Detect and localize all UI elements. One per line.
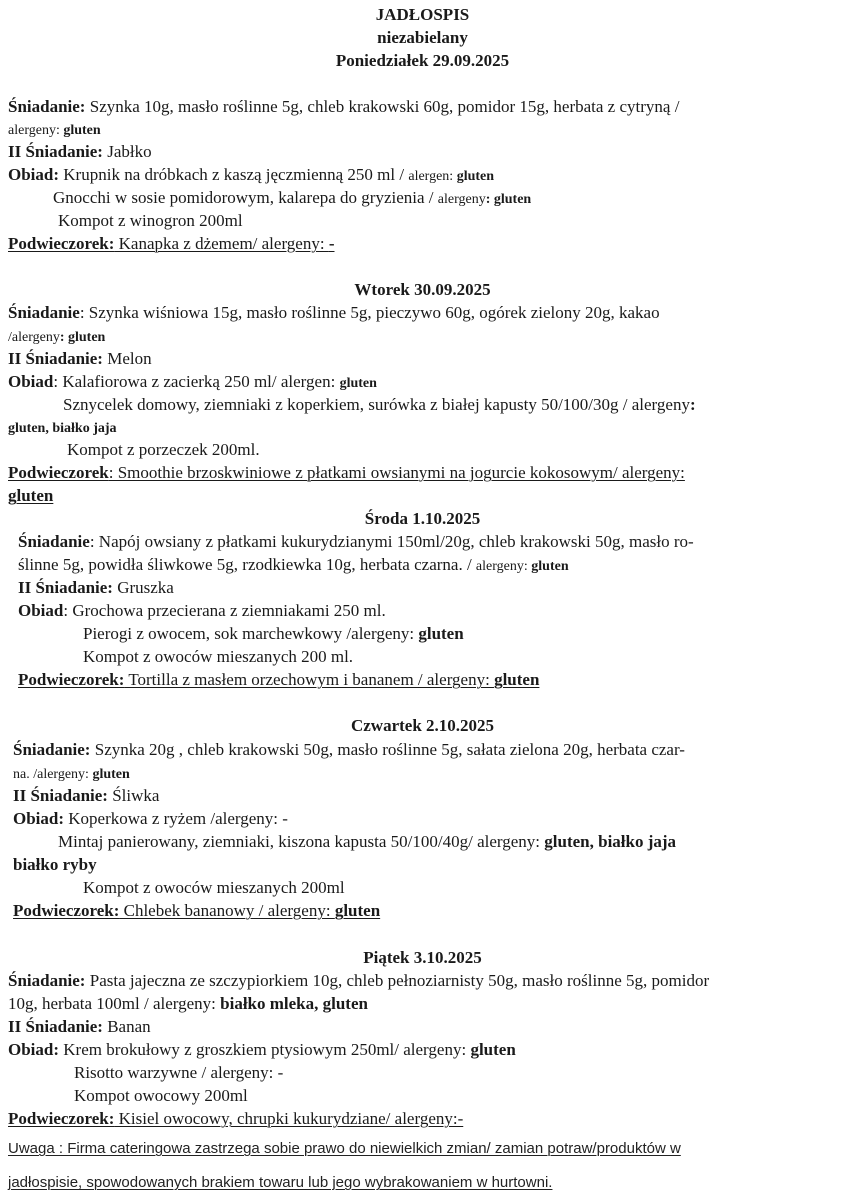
allergen-value: gluten	[92, 767, 130, 782]
meal-label: II Śniadanie:	[8, 1017, 103, 1036]
meal-text: Melon	[102, 349, 152, 368]
meal-text: 10g, herbata 100ml / alergeny:	[8, 994, 221, 1013]
thursday-second-breakfast	[13, 785, 159, 807]
meal-label: Podwieczorek:	[18, 670, 125, 689]
wednesday-snack	[18, 669, 539, 691]
tuesday-snack	[8, 462, 685, 484]
meal-text: Krem brokułowy z groszkiem ptysiowym 250ml/ alergeny:	[59, 1040, 471, 1059]
friday-lunch-drink: Kompot owocowy 200ml	[74, 1086, 248, 1105]
allergen-value: gluten	[494, 670, 540, 689]
meal-text: Kisiel owocowy, chrupki kukurydziane/ alergeny:-	[114, 1109, 464, 1128]
allergen-label: /alergeny	[8, 330, 60, 345]
meal-label: Śniadanie:	[13, 740, 91, 759]
monday-breakfast	[8, 96, 679, 118]
notice-line-1: Uwaga : Firma cateringowa zastrzega sobie prawo do niewielkich zmian/ zamian potraw/produktów w	[8, 1140, 681, 1157]
thursday-breakfast	[13, 739, 685, 761]
monday-second-breakfast	[8, 141, 152, 163]
meal-text: Krupnik na dróbkach z kaszą jęczmienną 250 ml /	[59, 165, 409, 184]
tuesday-breakfast-allergens	[8, 325, 105, 349]
meal-label: II Śniadanie:	[18, 578, 113, 597]
allergen-value: białko mleka, gluten	[220, 994, 368, 1013]
monday-lunch-soup	[8, 164, 494, 188]
meal-text: Jabłko	[102, 142, 152, 161]
monday-snack	[8, 233, 335, 255]
meal-text: : Szynka wiśniowa 15g, masło roślinne 5g, pieczywo 60g, ogórek zielony 20g, kakao	[79, 303, 660, 322]
meal-label: Obiad	[18, 601, 64, 620]
day-heading-wednesday: Środa 1.10.2025	[364, 509, 481, 528]
meal-label: II Śniadanie:	[8, 142, 103, 161]
tuesday-lunch-main-allergens	[8, 416, 117, 440]
meal-text: Szynka 20g , chleb krakowski 50g, masło roślinne 5g, sałata zielona 20g, herbata czar-	[90, 740, 685, 759]
meal-label: Obiad	[8, 372, 54, 391]
meal-label: Śniadanie:	[8, 97, 86, 116]
allergen-value: gluten	[531, 559, 569, 574]
day-heading-tuesday: Wtorek 30.09.2025	[354, 280, 491, 299]
wednesday-lunch-soup	[18, 600, 386, 622]
friday-snack	[8, 1108, 463, 1130]
notice-line-2: jadłospisie, spowodowanych brakiem towaru lub jego wybrakowaniem w hurtowni.	[8, 1174, 553, 1191]
meal-label: Obiad:	[8, 1040, 60, 1059]
meal-text: Śliwka	[107, 786, 160, 805]
meal-label: Obiad:	[13, 809, 65, 828]
document-title: JADŁOSPIS	[375, 5, 470, 24]
friday-second-breakfast	[8, 1016, 151, 1038]
allergen-value: gluten, białko jaja	[8, 421, 117, 436]
friday-lunch-soup	[8, 1039, 516, 1061]
allergen-value: gluten	[470, 1040, 516, 1059]
meal-text: : Smoothie brzoskwiniowe z płatkami owsianymi na jogurcie kokosowym/ alergeny:	[108, 463, 685, 482]
monday-lunch-drink: Kompot z winogron 200ml	[58, 211, 243, 230]
thursday-lunch-drink: Kompot z owoców mieszanych 200ml	[83, 878, 345, 897]
day-heading-thursday: Czwartek 2.10.2025	[350, 716, 495, 735]
meal-label: Podwieczorek:	[8, 234, 115, 253]
wednesday-second-breakfast	[18, 577, 174, 599]
document-subtitle: niezabielany	[377, 28, 468, 47]
allergen-value: białko ryby	[13, 855, 97, 874]
meal-label: II Śniadanie:	[8, 349, 103, 368]
allergen-value: gluten	[8, 486, 54, 505]
meal-label: Śniadanie:	[8, 971, 86, 990]
meal-text: Gnocchi w sosie pomidorowym, kalarepa do gryzienia /	[53, 188, 438, 207]
meal-text: Pierogi z owocem, sok marchewkowy /alergeny:	[83, 624, 419, 643]
thursday-lunch-main	[58, 831, 676, 853]
meal-label: Śniadanie	[18, 532, 90, 551]
allergen-value: -	[328, 234, 335, 253]
tuesday-breakfast	[8, 302, 660, 324]
meal-text: Pasta jajeczna ze szczypiorkiem 10g, chleb pełnoziarnisty 50g, masło roślinne 5g, pomidor	[85, 971, 710, 990]
day-heading-monday: Poniedziałek 29.09.2025	[335, 51, 510, 70]
monday-lunch-main	[53, 187, 531, 211]
meal-text: Tortilla z masłem orzechowym i bananem / alergeny:	[124, 670, 495, 689]
thursday-snack	[13, 900, 380, 922]
allergen-value: : gluten	[59, 330, 106, 345]
wednesday-lunch-drink: Kompot z owoców mieszanych 200 ml.	[83, 647, 354, 666]
allergen-value: gluten	[63, 123, 101, 138]
allergen-label: alergeny:	[8, 123, 64, 138]
allergen-value: gluten	[339, 376, 377, 391]
thursday-breakfast-cont	[13, 762, 130, 786]
meal-text: : Grochowa przecierana z ziemniakami 250 ml.	[63, 601, 386, 620]
tuesday-lunch-main	[63, 394, 696, 416]
meal-text: Banan	[102, 1017, 151, 1036]
friday-lunch-main: Risotto warzywne / alergeny: -	[74, 1063, 284, 1082]
day-heading-friday: Piątek 3.10.2025	[363, 948, 482, 967]
tuesday-second-breakfast	[8, 348, 152, 370]
meal-text: Kanapka z dżemem/ alergeny:	[114, 234, 329, 253]
meal-text: ślinne 5g, powidła śliwkowe 5g, rzodkiewka 10g, herbata czarna. /	[18, 555, 476, 574]
meal-label: Podwieczorek	[8, 463, 109, 482]
thursday-lunch-main-allergens	[13, 854, 97, 876]
wednesday-breakfast-cont	[18, 554, 569, 578]
allergen-label: alergeny:	[475, 559, 532, 574]
thursday-lunch-soup	[13, 808, 288, 830]
meal-label: Obiad:	[8, 165, 60, 184]
friday-breakfast	[8, 970, 709, 992]
tuesday-snack-allergens	[8, 485, 53, 507]
allergen-value: gluten	[334, 901, 381, 920]
allergen-label: alergeny	[437, 192, 486, 207]
meal-label: Śniadanie	[8, 303, 80, 322]
wednesday-lunch-main	[83, 623, 464, 645]
meal-text: Szynka 10g, masło roślinne 5g, chleb krakowski 60g, pomidor 15g, herbata z cytryną /	[85, 97, 680, 116]
allergen-colon: :	[689, 395, 696, 414]
meal-text: Gruszka	[112, 578, 174, 597]
allergen-value: gluten	[456, 169, 495, 184]
allergen-value: gluten, białko jaja	[544, 832, 677, 851]
tuesday-lunch-soup	[8, 371, 377, 395]
meal-label: Podwieczorek:	[13, 901, 120, 920]
meal-text: Mintaj panierowany, ziemniaki, kiszona kapusta 50/100/40g/ alergeny:	[58, 832, 545, 851]
allergen-value: gluten	[418, 624, 464, 643]
meal-text: Sznycelek domowy, ziemniaki z koperkiem, surówka z białej kapusty 50/100/30g / alergeny	[63, 395, 690, 414]
allergen-label: alergen:	[408, 169, 457, 184]
tuesday-lunch-drink: Kompot z porzeczek 200ml.	[67, 440, 260, 459]
friday-breakfast-cont	[8, 993, 368, 1015]
wednesday-breakfast	[18, 531, 694, 553]
meal-text: Chlebek bananowy / alergeny:	[119, 901, 335, 920]
meal-label: II Śniadanie:	[13, 786, 108, 805]
allergen-label: na. /alergeny:	[13, 767, 93, 782]
monday-breakfast-allergens	[8, 118, 101, 142]
meal-label: Podwieczorek:	[8, 1109, 115, 1128]
meal-text: : Napój owsiany z płatkami kukurydzianymi 150ml/20g, chleb krakowski 50g, masło ro-	[89, 532, 694, 551]
allergen-value: : gluten	[485, 192, 532, 207]
meal-text: : Kalafiorowa z zacierką 250 ml/ alergen:	[53, 372, 340, 391]
meal-text: Koperkowa z ryżem /alergeny: -	[64, 809, 288, 828]
